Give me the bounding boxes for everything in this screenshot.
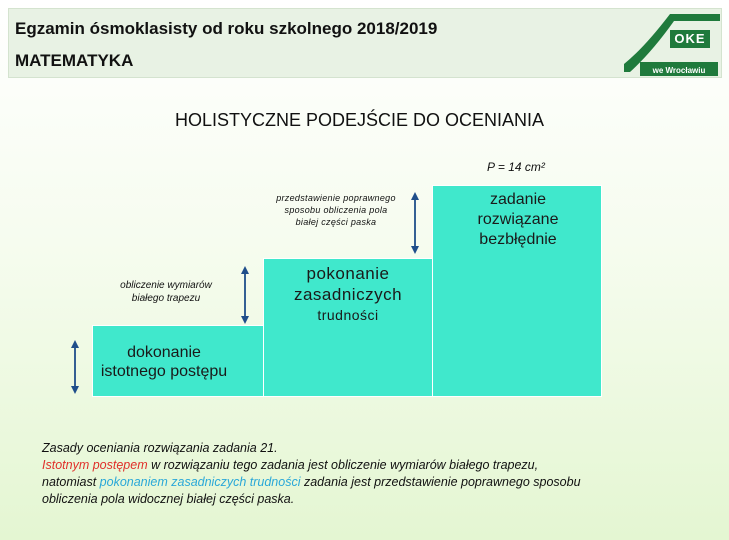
oke-logo-city: we Wrocławiu <box>652 66 706 75</box>
exam-title: Egzamin ósmoklasisty od roku szkolnego 2018/2019 <box>15 19 438 38</box>
footer-line-2-rest: w rozwiązaniu tego zadania jest obliczenie wymiarów białego trapezu, <box>147 458 539 472</box>
footer-line-4: obliczenia pola widocznej białej części paska. <box>42 492 295 506</box>
main-title: HOLISTYCZNE PODEJŚCIE DO OCENIANIA <box>174 110 545 130</box>
footer-line-3-rest: zadania jest przedstawienie poprawnego sposobu <box>300 475 581 489</box>
step-label-2-line3: trudności <box>317 307 379 323</box>
area-label: P = 14 cm² <box>487 160 545 174</box>
step-label-3: zadanie rozwiązane bezbłędnie <box>477 191 559 248</box>
oke-logo-text: OKE <box>670 30 710 48</box>
footer-line-2 <box>42 457 722 474</box>
step-label-1: dokonanie istotnego postępu <box>100 344 228 380</box>
step-label-2-line1: pokonanie <box>306 264 390 283</box>
note-area-method: przedstawienie poprawnego sposobu obliczenia pola białej części paska <box>276 193 396 227</box>
step-label-2-line2: zasadniczych <box>293 285 403 304</box>
footer-line-3 <box>42 474 722 491</box>
footer-line-1: Zasady oceniania rozwiązania zadania 21. <box>42 441 278 455</box>
subject-title: MATEMATYKA <box>15 51 134 70</box>
footer-highlight-red: Istotnym postępem <box>42 458 148 472</box>
note-trapezoid: obliczenie wymiarów białego trapezu <box>120 280 212 304</box>
footer-text <box>42 440 722 508</box>
footer-highlight-blue: pokonaniem zasadniczych trudności <box>99 475 301 489</box>
footer-line-3-start: natomiast <box>42 475 100 489</box>
